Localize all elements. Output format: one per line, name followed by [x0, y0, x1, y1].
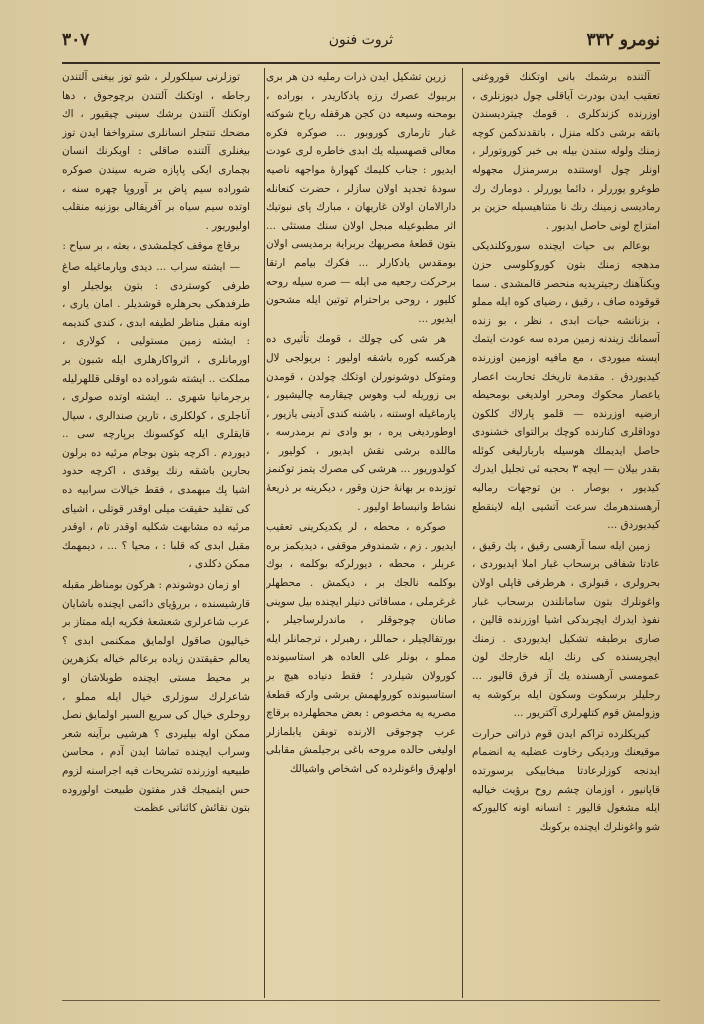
column-right [472, 68, 660, 998]
page-header [62, 30, 660, 60]
column-middle [266, 68, 456, 998]
paragraph: كيريكلرده تراكم ايدن قوم ذراتى حرارت موقيعنك ورديكى رخاوت عضليه يه انضمام ايدنجه كوزلرعادتا مبخابيكى برسورتده قاپانيور ، اوزمان چشم روح برؤيت خياليه ايله مشغول قاليور : انسانه اونه كاليوركه شو واغونلرك ايچنده بركوبك [472, 727, 660, 833]
paragraph: هر شى كى چولك ، قومك تأثيرى ده هركسه كوره باشقه اوليور : بريولجى لال ومتوكل دوشونورلن اوتكك چولدن ، قومدن بى زوريله لب وهوس چيقارمه چاليشيور ، پارماغيله اوستنه ، باشنه كندى آدينى يازيور ، اوطورديغى يره ، بو وادى نم برمدرسه ، ماللده برشى نقش ايديور ، كوليور ، كولدوريور ... هرشى كى مصرك يتمز توكنمز توزىده بر بهانهٔ حزن وقور ، ديكرينه بر ذريعهٔ نشاط وانبساط اوليور . [266, 333, 456, 513]
column-divider [264, 68, 265, 998]
paragraph: بوعالم بى حيات ايچنده سوروكلنديكى مدهجه زمنك بتون كوروكلوسى حزن ويكنآهنك رجيتريديه منحصر قالمشدى . سما قوقوده صاف ، رقيق ، رضياى كوه ايله مملو ، بزنانشه حيات ابدى ، نظر ، بو زنده آسمانك زيندنه زمين مرده سه عودت ايتمك ايسته ميوردى ، مع مافيه اوزمين اوزرنده كيديوردق . مقدمة تاريخك تحاربت اعصار ياعصار محكوك ومحرر اولديغى بومحيطه ارضيه اوزرنده — قلمو پارلاك كلكون دوداقلرى كنارنده كوچك برالتواى خشنودى حاصل ايديملك هوسيله باربارليغى كوئله بقدر بيلان — ايچه ٣ بحجبه ئى تجليل ايدرك كيديور ، بوصار . بن توجهات رماليه آرهسندهرمك سرعت آتشيى ايله لاينقطع كيديوردق ... [472, 240, 660, 532]
header-rule [62, 62, 660, 64]
page-number: ٣٠٧ [62, 30, 90, 50]
paragraph: او زمان دوشوندم : هركون بومناظر مقبله قارشيسنده ، بررؤياى دائمى ايچنده باشايان عرب شاعرلرى شعشعهٔ فكريه ايله ممتاز بر خياليون صاقول اولمايق ممكنمى ابدى ؟ يعالم حقيقتدن زياده برعالم خياله بكزهرين بر محيط مستى ايچنده طوبلاشان او شاعرلرك سوزلرى خيال ايله مملو ، روحلرى خيال كى سريع السير اولمايق نصل ممكن اوله بيليردى ؟ هرشيى برآينه شعر وسراب ايچنده تماشا ايدن آدم ، محاسن طبيعيه اوزرنده تشريحات فيه اجراسنه لزوم حس ايتميجك قدر مفتون طبيعت اولوروده بتون نقائش كائناتى عظمت [62, 579, 250, 815]
paragraph: زمين ايله سما آرهسى رقيق ، پك رقيق ، عادتا شفافى برسحاب غبار املا ايديوردى ، بحرولرى ، قبولرى ، هرطرفى قاپلى اولان واغونلرك بتون سامانلندن برسحاب غبار نفوذ ايدرك ايچربدكى اشيا اوزرنده قالين ، صارى برطبقه تشكيل ايديوردى . زمنك ايچريسنده كى رنك ايله خارجك لون عمومسى آرهسنده يك آز فرق قاليور ... رجليلر برسكوت وسكون ايله بركوشه يه وزولمش قوم كتلهرلرى آكتريور ... [472, 539, 660, 720]
paragraph: زرين تشكيل ايدن ذرات رمليه دن هر برى بربيوك عصرك رزه يادكاريدر ، بوراده ، بومحنه وسيعه دن كجن هرقفله رياح شوكته غبار تارمارى كوروبور ... صوكره فكره معالى قصهسيله يك ابدى خاطره لرى عودت ايديور : جناب كليمك كهوارهٔ مواجهه ناصيه سودهٔ تجديد اولان سازلر ، حضرت كنعانله دارالامان اولان غاريهان ، مبارك پاى نبوتيك اثر مطبوعيله مبجل اولان سنك مستئى ... بتون قطعهٔ مصريهك بربراية برمديسى اولان بومقدس يادكارلر ... فكرك بيامم ارتقا برحركت رجعيه مى ايله — صره سيله روحه كليور ، روحى براحترام توتين ايله مشحون ايديور ... [266, 71, 456, 325]
paragraph: توزلرنى سيلكورلر ، شو توز بيغنى آلتندن رجاطه ، اوتكنك آلتندن برچوجوق ، دها اوتكنك آلتندن برشك سينى چيقيور ، اك مضحك تنتجلر انسانلرى سترواخفا ايدن توز بيغنلرى آلتنده صاقلى : اويكرنك انسان بچمارى ايكى پاپازه ضربه سيندن صوكره شوراده سيم پاض بر آوروپا چهره سنه ، اوتده سيم سياه بر آفريقالى بوزنيه منقلب اوليوريور . [62, 71, 250, 232]
footer-rule [62, 1000, 660, 1001]
journal-title: ثروت فنون [328, 32, 394, 48]
paragraph: آلتنده برشمك بانى اوتكنك قوروغنى تعقيب ايدن بودرت آياقلى چول ديوزنلرى ، اوزرنده كزندكلرى . قومك چيترديسندن باتقه برشى دكله منزل ، باتقدندكمن كوچه زمنك ولوله سندن بيله بى خبر كوروتورلر ، اونلر چول اوستنده برسرمنزل مجهوله طوغرو يوررلر ، دائما يوررلر . دومارك رك رماديسى زمينك رنك نا متناهيسيله حزين بر امتزاج لونى حاصل ايديور . [472, 71, 660, 232]
paragraph: — ايشته سراب ... ديدى وپارماغيله صاغ طرفى كوستردى : بتون يولجيلر او طرفدهكى بحرهلره قوشديلر . امان يارى ، اونه مقبل مناظر لطيفه ابدى ، كندى كنديمه : ايشته زمين مستوليى ، كولارى ، اورمانلرى ، اثرواكارهلرى ايله شبون بر مملكت .. ايشته شوراده ده اوقلى قللهرليله برجرمانيا شهرى .. ايشته اوتده صولرى ، آناجلرى ، كولكلرى ، تارين صندالرى ، سيال قايقلرى ايله كوكسونك برپارچه سى .. ديوردم . اكرچه بتون بوجام مرئيه ده برلون بحارين باشقه رنك يوقدى ، اكرچه حدود اشيا پك مبهمدى ، فقط خيالات سرابيه ده كى تقليد حقيقت ميلى اوقدر قوتلى ، اشياى مرئيه ده مشابهت شكليه اوقدر تام ، اوقدر مقبل ابدى كه قلبا : ، محيا ؟ ... ، ديمهمك ممكن دكلدى ، [62, 260, 250, 571]
issue-number: نومرو ٣٣٢ [586, 30, 660, 50]
text-columns [62, 68, 660, 998]
column-left [62, 68, 250, 998]
column-divider [462, 68, 463, 998]
paragraph: صوكره ، محطه ، لر يكديكرينى تعقيب ايديور . زم ، شمندوفر موقفى ، ديديكمز بره عربلر ، محطه ، ديورلركه بوكلمه ، بوك بوكلمه نالجك بر ، ديكمش . محطهلر غرغرملى ، مسافاتى دنيلر ايچنده بيل سوينى صانان چوجوقلر ، ماندرلرساجيلر ، بورتقالچيلر ، حماللر ، رهبرلر ، ترجمانلر ايله مملو ، بونلر على العاده هر استاسيونده كورولان شيلردر ؛ فقط دنياده هيچ بر استاسيونده كورولهمش برشى واركه قطعهٔ مصريه يه مخصوص : بعض محطهلرده برقاچ عرب چوجوقى الارنده توبقن يابلمازلر اوليغى حالده مروحه باغى برجيلمش مقابلى اولهرق واغونلرده كى اشخاص واشيالك [266, 521, 456, 775]
paragraph: برقاچ موقف كچلمشدى ، بعثه ، بر سياح : [62, 240, 240, 253]
